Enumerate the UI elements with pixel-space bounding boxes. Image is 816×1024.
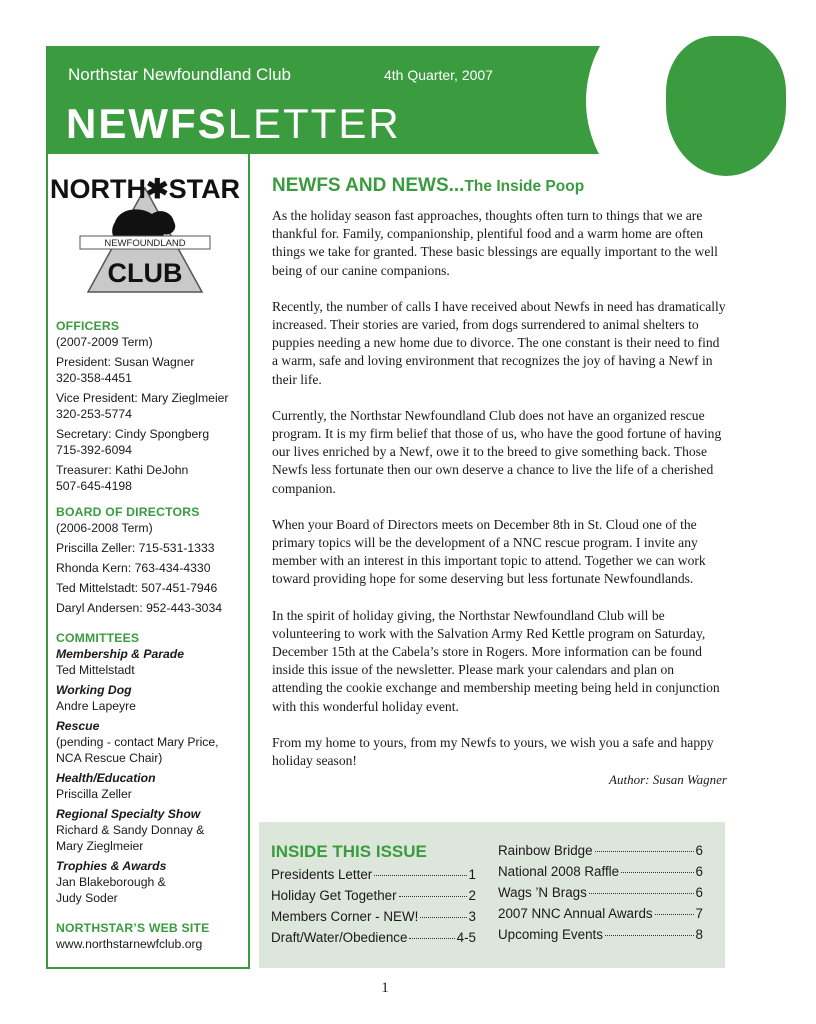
officer-entry (56, 462, 246, 494)
toc-title: Upcoming Events (498, 927, 603, 942)
officer-phone: 715-392-6094 (56, 443, 132, 457)
toc-item[interactable] (498, 864, 703, 885)
article-paragraph: In the spirit of holiday giving, the Northstar Newfoundland Club will be volunteering to work with the Salvation Army Red Kettle program on Saturday, December 15th at the Cabela’s store in Rogers. More information can be found inside this issue of the newsletter. Please mark your calendars and plan on attending the cookie exchange and membership meeting being held in conjunction with this wonderful holiday event. (272, 607, 720, 714)
board-member: Priscilla Zeller: 715-531-1333 (56, 541, 215, 555)
inside-this-issue-box (259, 822, 725, 968)
toc-item[interactable] (498, 885, 703, 906)
club-logo (49, 170, 241, 300)
sidebar-content (56, 318, 246, 952)
officer-entry (56, 390, 246, 422)
toc-page: 3 (468, 909, 476, 924)
toc-item[interactable] (271, 930, 476, 951)
logo-bottom-text: CLUB (107, 258, 183, 288)
masthead-light: LETTER (227, 100, 401, 147)
website-heading: NORTHSTAR’S WEB SITE (56, 921, 210, 935)
committee-name: Working Dog (56, 683, 132, 697)
board-member: Rhonda Kern: 763-434-4330 (56, 561, 211, 575)
toc-title: Members Corner - NEW! (271, 909, 419, 924)
issue-date: 4th Quarter, 2007 (384, 67, 493, 83)
officer-entry (56, 354, 246, 386)
officers-term: (2007-2009 Term) (56, 335, 153, 349)
toc-page: 6 (695, 864, 703, 879)
logo-banner-text: NEWFOUNDLAND (104, 238, 186, 249)
board-heading: BOARD OF DIRECTORS (56, 505, 200, 519)
toc-item[interactable] (271, 888, 476, 909)
toc-title: 2007 NNC Annual Awards (498, 906, 653, 921)
toc-left-column (271, 867, 476, 951)
toc-title: National 2008 Raffle (498, 864, 620, 879)
committee-entry (56, 806, 246, 854)
toc-page: 4-5 (456, 930, 476, 945)
committee-name: Trophies & Awards (56, 859, 167, 873)
website-link[interactable]: www.northstarnewfclub.org (56, 937, 203, 951)
committee-entry (56, 858, 246, 906)
committee-name: Rescue (56, 719, 100, 733)
article-title (272, 175, 727, 197)
toc-item[interactable] (271, 909, 476, 930)
inside-heading: INSIDE THIS ISSUE (271, 842, 427, 861)
committee-entry (56, 646, 246, 678)
committee-name: Regional Specialty Show (56, 807, 201, 821)
committee-entry (56, 718, 246, 766)
committee-member: Jan Blakeborough & (56, 875, 166, 889)
board-member: Ted Mittelstadt: 507-451-7946 (56, 581, 218, 595)
toc-title: Presidents Letter (271, 867, 373, 882)
toc-item[interactable] (498, 927, 703, 948)
officer-phone: 507-645-4198 (56, 479, 132, 493)
toc-page: 1 (468, 867, 476, 882)
committee-entry (56, 770, 246, 802)
committee-name: Membership & Parade (56, 647, 185, 661)
committee-member: Priscilla Zeller (56, 787, 132, 801)
officer-role: Vice President: Mary Zieglmeier (56, 391, 229, 405)
committee-member: Richard & Sandy Donnay & (56, 823, 205, 837)
masthead-bold: NEWFS (66, 100, 228, 147)
toc-item[interactable] (271, 867, 476, 888)
toc-page: 6 (695, 843, 703, 858)
committee-entry (56, 682, 246, 714)
board-term: (2006-2008 Term) (56, 521, 153, 535)
logo-top-text: NORTH✱STAR (49, 174, 241, 204)
committee-member: NCA Rescue Chair) (56, 751, 163, 765)
page-number: 1 (381, 980, 389, 996)
committee-member: Ted Mittelstadt (56, 663, 135, 677)
toc-item[interactable] (498, 906, 703, 927)
toc-title: Wags ’N Brags (498, 885, 587, 900)
toc-title: Rainbow Bridge (498, 843, 593, 858)
committee-member: Mary Zieglmeier (56, 839, 144, 853)
committee-member: (pending - contact Mary Price, (56, 735, 219, 749)
toc-page: 7 (695, 906, 703, 921)
officers-heading: OFFICERS (56, 319, 120, 333)
toc-title: Holiday Get Together (271, 888, 397, 903)
officer-phone: 320-358-4451 (56, 371, 132, 385)
article-paragraph: When your Board of Directors meets on December 8th in St. Cloud one of the primary topics will be the development of a NNC rescue program. I invite any member with an interest in this important topic to attend. Together we can work toward providing hope for some deserving but less fortunate Newfoundlands. (272, 516, 706, 587)
club-name: Northstar Newfoundland Club (68, 65, 292, 84)
officer-role: Secretary: Cindy Spongberg (56, 427, 210, 441)
board-member: Daryl Andersen: 952-443-3034 (56, 601, 222, 615)
toc-right-column (498, 843, 703, 948)
toc-page: 8 (695, 927, 703, 942)
masthead-banner (46, 46, 726, 154)
officer-entry (56, 426, 246, 458)
banner-dog-head (666, 36, 786, 176)
committee-name: Health/Education (56, 771, 156, 785)
main-article (272, 175, 727, 788)
article-paragraph: From my home to yours, from my Newfs to yours, we wish you a safe and happy holiday season! (272, 734, 714, 769)
committees-heading: COMMITTEES (56, 631, 140, 645)
officer-phone: 320-253-5774 (56, 407, 132, 421)
article-title-main: NEWFS AND NEWS... (272, 175, 465, 196)
officer-role: President: Susan Wagner (56, 355, 195, 369)
article-paragraph: As the holiday season fast approaches, thoughts often turn to things that we are thankful for. Family, companionship, plentiful food and a warm home are often things we take for granted. These basic blessings are equally important to the well being of our canine companions. (272, 208, 718, 278)
officer-role: Treasurer: Kathi DeJohn (56, 463, 189, 477)
toc-page: 6 (695, 885, 703, 900)
newsletter-title (66, 100, 401, 148)
article-paragraph: Recently, the number of calls I have received about Newfs in need has dramatically increased. Their stories are varied, from dogs surrendered to animal shelters to puppies needing a new home due to divorce. The one constant is their need to find a warm, safe and loving environment that recognizes the joy of having a Newf in their life. (272, 298, 726, 387)
committee-member: Andre Lapeyre (56, 699, 136, 713)
article-author: Author: Susan Wagner (609, 772, 727, 788)
article-subtitle: The Inside Poop (464, 178, 585, 195)
toc-page: 2 (468, 888, 476, 903)
toc-item[interactable] (498, 843, 703, 864)
toc-title: Draft/Water/Obedience (271, 930, 408, 945)
committee-member: Judy Soder (56, 891, 118, 905)
article-paragraph: Currently, the Northstar Newfoundland Club does not have an organized rescue program. It is my firm belief that those of us, who have the good fortune of having our lives enriched by a Newf, owe it to the breed to give something back. Those Newfs less fortunate then our own deserve a chance to live the life of a cherished companion. (272, 407, 722, 496)
